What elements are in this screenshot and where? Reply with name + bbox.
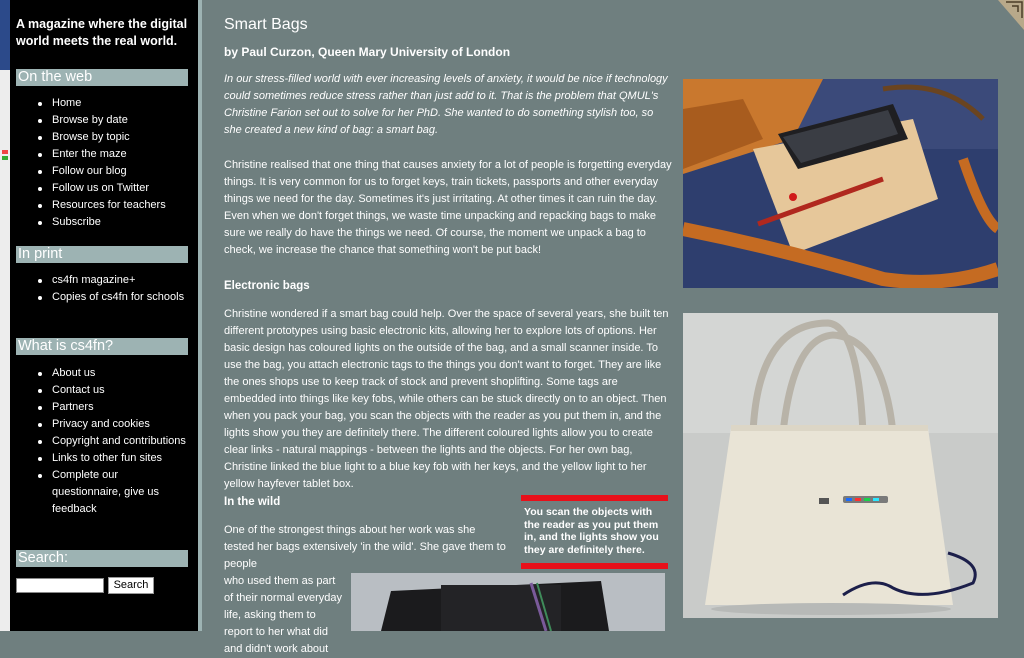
nav-link-copyright[interactable]: Copyright and contributions	[52, 433, 188, 450]
nav-link-enter-the-maze[interactable]: Enter the maze	[52, 146, 188, 163]
nav-link-browse-by-date[interactable]: Browse by date	[52, 112, 188, 129]
pull-quote	[521, 495, 668, 569]
smart-bag-photo	[683, 313, 998, 618]
nav-link-privacy[interactable]: Privacy and cookies	[52, 416, 188, 433]
leather-bag-photo	[683, 79, 998, 288]
section-heading-in-the-wild: In the wild	[224, 496, 281, 508]
nav-link-resources-teachers[interactable]: Resources for teachers	[52, 197, 188, 214]
nav-link-follow-blog[interactable]: Follow our blog	[52, 163, 188, 180]
search-button[interactable]: Search	[108, 577, 154, 594]
browser-edge-icon-red	[2, 150, 8, 154]
browser-edge-tab	[0, 0, 10, 70]
body-paragraph: Christine wondered if a smart bag could help. Over the space of several years, she built ten different prototypes using basic electronic kits, allowing her to explore lots of options. Her basic design has coloured lights on the outside of the bag, and a small scanner inside. To use the bag, you attach electronic tags to the things you don't want to forget. They are like the ones shops use to keep track of stock and prevent shoplifting. Some tags are embedded into things like key fobs, while others can be stuck directly on to an object. Then when you pack your bag, you scan the objects with the reader as you put them in, and the lights show you they are definitely there. The different coloured lights allow you to create clear links - natural mappings - between the lights and the objects. For her own bag, Christine linked the blue light to a blue key fob with her keys, and the yellow light to her yellow hayfever tablet box.	[224, 308, 669, 490]
camera-photo	[351, 573, 665, 631]
on-the-web-list	[52, 95, 188, 231]
nav-link-questionnaire[interactable]: Complete our questionnaire, give us feedback	[52, 467, 188, 518]
what-is-list	[52, 365, 188, 518]
site-tagline: A magazine where the digital world meets the real world.	[16, 17, 188, 48]
nav-link-copies-for-schools[interactable]: Copies of cs4fn for schools	[52, 289, 188, 306]
maze-logo-icon	[994, 0, 1024, 30]
pull-quote-text: You scan the objects with the reader as you put them in, and the lights show you they are definitely there.	[524, 506, 659, 556]
body-paragraph: Christine realised that one thing that causes anxiety for a lot of people is forgetting everyday things. It is very common for us to forget keys, train tickets, passports and other everyday things we need for the day. Sometimes it's just irritating. At other times it can ruin the day. Even when we don't forget things, we waste time unpacking and repacking bags to make sure we really do have the things we need. Of course, the moment we unpack a bag to check, we increase the chance that something won't be put back!	[224, 159, 672, 256]
nav-link-partners[interactable]: Partners	[52, 399, 188, 416]
nav-link-contact-us[interactable]: Contact us	[52, 382, 188, 399]
section-heading-in-print: In print	[16, 246, 188, 263]
nav-link-about-us[interactable]: About us	[52, 365, 188, 382]
page-title: Smart Bags	[224, 16, 308, 33]
section-heading-search: Search:	[16, 550, 188, 567]
body-paragraph: One of the strongest things about her work was she tested her bags extensively 'in the wild'. She gave them to people	[224, 524, 506, 570]
section-heading-electronic-bags: Electronic bags	[224, 280, 310, 292]
nav-link-follow-twitter[interactable]: Follow us on Twitter	[52, 180, 188, 197]
intro-paragraph: In our stress-filled world with ever increasing levels of anxiety, it would be nice if technology could sometimes reduce stress rather than just add to it. That is the problem that QMUL's Christine Farion set out to solve for her PhD. She wanted to do something stylish too, so she created a new kind of bag: a smart bag.	[224, 73, 668, 136]
section-heading-what-is-cs4fn: What is cs4fn?	[16, 338, 188, 355]
browser-edge	[0, 0, 10, 631]
nav-link-subscribe[interactable]: Subscribe	[52, 214, 188, 231]
byline: by Paul Curzon, Queen Mary University of London	[224, 45, 511, 59]
in-print-list	[52, 272, 188, 306]
nav-link-cs4fn-magazine[interactable]: cs4fn magazine+	[52, 272, 188, 289]
nav-link-fun-sites[interactable]: Links to other fun sites	[52, 450, 188, 467]
section-heading-on-the-web: On the web	[16, 69, 188, 86]
body-paragraph: who used them as part of their normal everyday life, asking them to report to her what did and didn't work about	[224, 575, 342, 655]
article	[202, 0, 1024, 655]
nav-link-browse-by-topic[interactable]: Browse by topic	[52, 129, 188, 146]
search-input[interactable]	[16, 578, 104, 593]
browser-edge-icon-green	[2, 156, 8, 160]
nav-link-home[interactable]: Home	[52, 95, 188, 112]
